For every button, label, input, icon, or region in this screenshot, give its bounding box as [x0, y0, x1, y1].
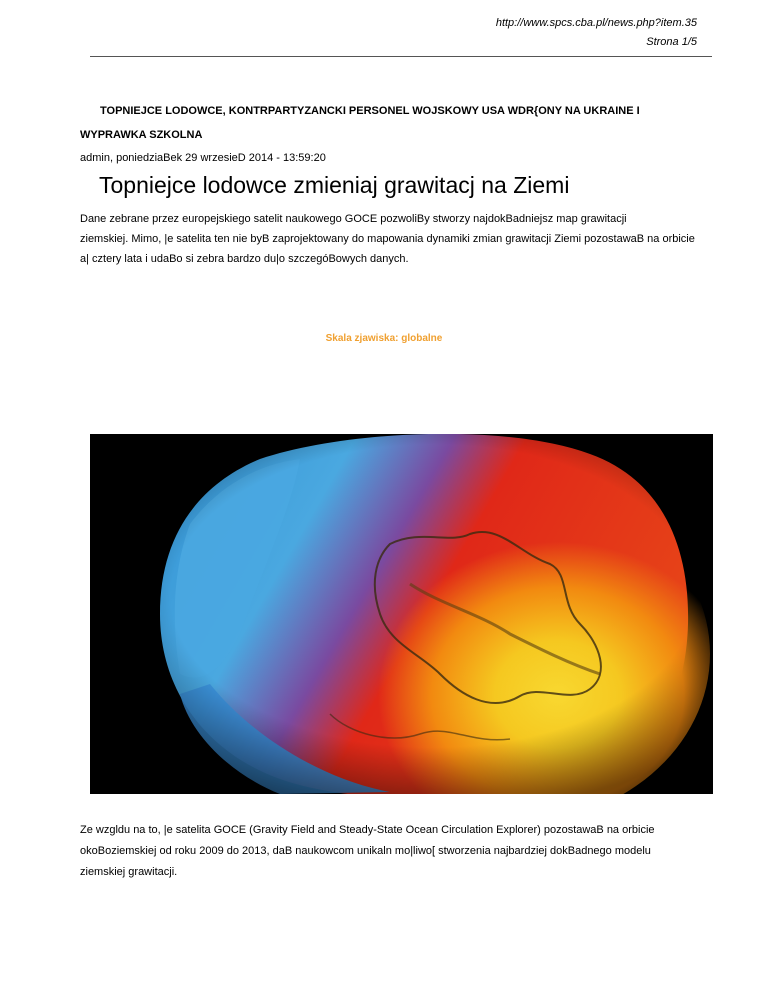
- lead-line-2: ziemskiej. Mimo, |e satelita ten nie byB zaprojektowany do mapowania dynamiki zmian grawitacji Ziemi pozostawaB na orbicie: [80, 233, 695, 245]
- article-body: [80, 820, 720, 883]
- body-line-2: okoBoziemskiej od roku 2009 do 2013, daB naukowcom unikaln mo|liwo[ stworzenia najbardziej dokBadnego modelu: [80, 845, 651, 857]
- article-byline: admin, poniedziaBek 29 wrzesieD 2014 - 13:59:20: [80, 152, 326, 164]
- article-title: Topniejce lodowce zmieniaj grawitacj na Ziemi: [99, 172, 570, 198]
- kicker-line-1: TOPNIEJCE LODOWCE, KONTRPARTYZANCKI PERSONEL WOJSKOWY USA WDR{ONY NA UKRAINE I: [100, 105, 640, 117]
- body-line-1: Ze wzgldu na to, |e satelita GOCE (Gravity Field and Steady-State Ocean Circulation Explorer) pozostawaB na orbicie: [80, 824, 655, 836]
- lead-line-3: a| cztery lata i udaBo si zebra bardzo du|o szczegóBowych danych.: [80, 253, 409, 265]
- geoid-globe-graphic: [90, 434, 713, 794]
- kicker-line-2: WYPRAWKA SZKOLNA: [80, 129, 203, 141]
- scale-label: Skala zjawiska: globalne: [325, 333, 443, 344]
- lead-line-1: Dane zebrane przez europejskiego satelit naukowego GOCE pozwoliBy stworzy najdokBadniejsz map grawitacji: [80, 213, 627, 225]
- gravity-map-image: [90, 434, 713, 794]
- page-number: Strona 1/5: [646, 36, 697, 48]
- article-lead: [80, 209, 720, 269]
- header-divider: [90, 56, 712, 57]
- body-line-3: ziemskiej grawitacji.: [80, 866, 178, 878]
- header-url: http://www.spcs.cba.pl/news.php?item.35: [495, 17, 697, 29]
- article-kicker: [80, 99, 700, 147]
